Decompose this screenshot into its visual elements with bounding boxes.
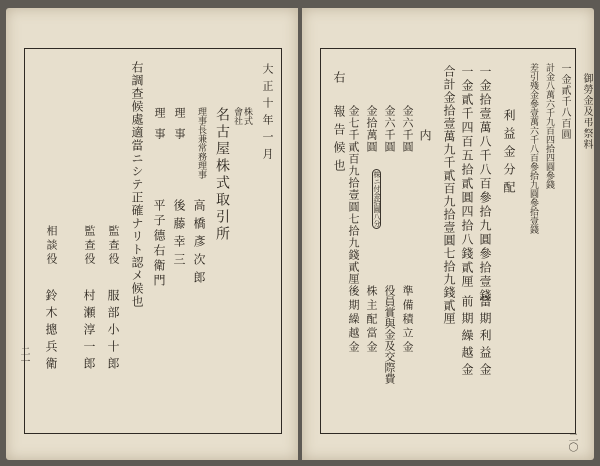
breakdown-line: 金六千圓: [383, 105, 396, 153]
officer-title: 理事長兼常務理事: [196, 107, 206, 179]
auditor-title: 監查役: [83, 225, 96, 267]
auditor-name: 服部小十郎: [106, 289, 120, 374]
company-prefix: 株式: [242, 107, 252, 125]
ledger-line: 差引殘金參壹萬六千八百參拾九圓參拾壹錢: [528, 63, 538, 234]
company-name: 名古屋株式取引所: [214, 107, 230, 243]
closing-right: 右: [332, 71, 346, 85]
income-label: 前期繰越金: [460, 295, 474, 380]
audit-statement: 右調查候處適當ニシテ正確ナリト認メ候也: [130, 61, 144, 308]
officer-name: 平子德右衛門: [152, 199, 166, 289]
page-frame: [24, 48, 282, 434]
ledger-line: 一金貳千八百圓: [559, 63, 570, 140]
company-prefix: 會社: [232, 107, 242, 125]
breakdown-line: 金拾萬圓: [365, 105, 378, 153]
left-page: [6, 8, 298, 460]
right-page: [302, 8, 594, 460]
margin-label: 御勞金及弔祭料: [581, 73, 592, 150]
breakdown-label: 後期繰越金: [347, 285, 360, 355]
income-label: 當期利益金: [478, 295, 492, 380]
page-number: 二一: [18, 346, 29, 366]
officer-title: 理事: [153, 107, 166, 149]
breakdown-line: 金七千貳百九拾壹圓七拾九錢貳厘: [347, 105, 360, 285]
closing-text: 報告候也: [332, 105, 346, 177]
officer-name: 後藤幸三: [172, 199, 186, 271]
breakdown-line: 金六千圓: [401, 105, 414, 153]
auditor-title: 相談役: [45, 225, 58, 267]
breakdown-label: 準備積立金: [401, 285, 414, 355]
income-line: 合計金拾壹萬九千貳百九拾壹圓七拾九錢貳厘: [442, 65, 456, 325]
document-date: 大正十年一月: [261, 63, 274, 165]
income-line: 一金貳千四百五拾貳圓四拾八錢貳厘: [460, 65, 474, 289]
breakdown-note: 株ニ付金拾圓八分: [373, 171, 381, 227]
ledger-line: 計金八萬六千九百四拾四圓參錢: [544, 63, 554, 189]
section-heading: 利益金分配: [502, 109, 516, 199]
officer-name: 高橋彥次郎: [192, 199, 206, 289]
breakdown-title: 内: [418, 129, 432, 143]
page-number: 二〇: [566, 432, 577, 452]
breakdown-label: 役員賞與金及交際費: [383, 285, 396, 384]
officer-title: 理事: [173, 107, 186, 149]
auditor-name: 鈴木摠兵衛: [44, 289, 58, 374]
auditor-name: 村瀬淳一郎: [82, 289, 96, 374]
income-line: 一金拾壹萬八千八百參拾九圓參拾壹錢: [478, 65, 492, 303]
auditor-title: 監查役: [107, 225, 120, 267]
breakdown-label: 株主配當金: [365, 285, 378, 355]
page-frame: [320, 48, 592, 434]
